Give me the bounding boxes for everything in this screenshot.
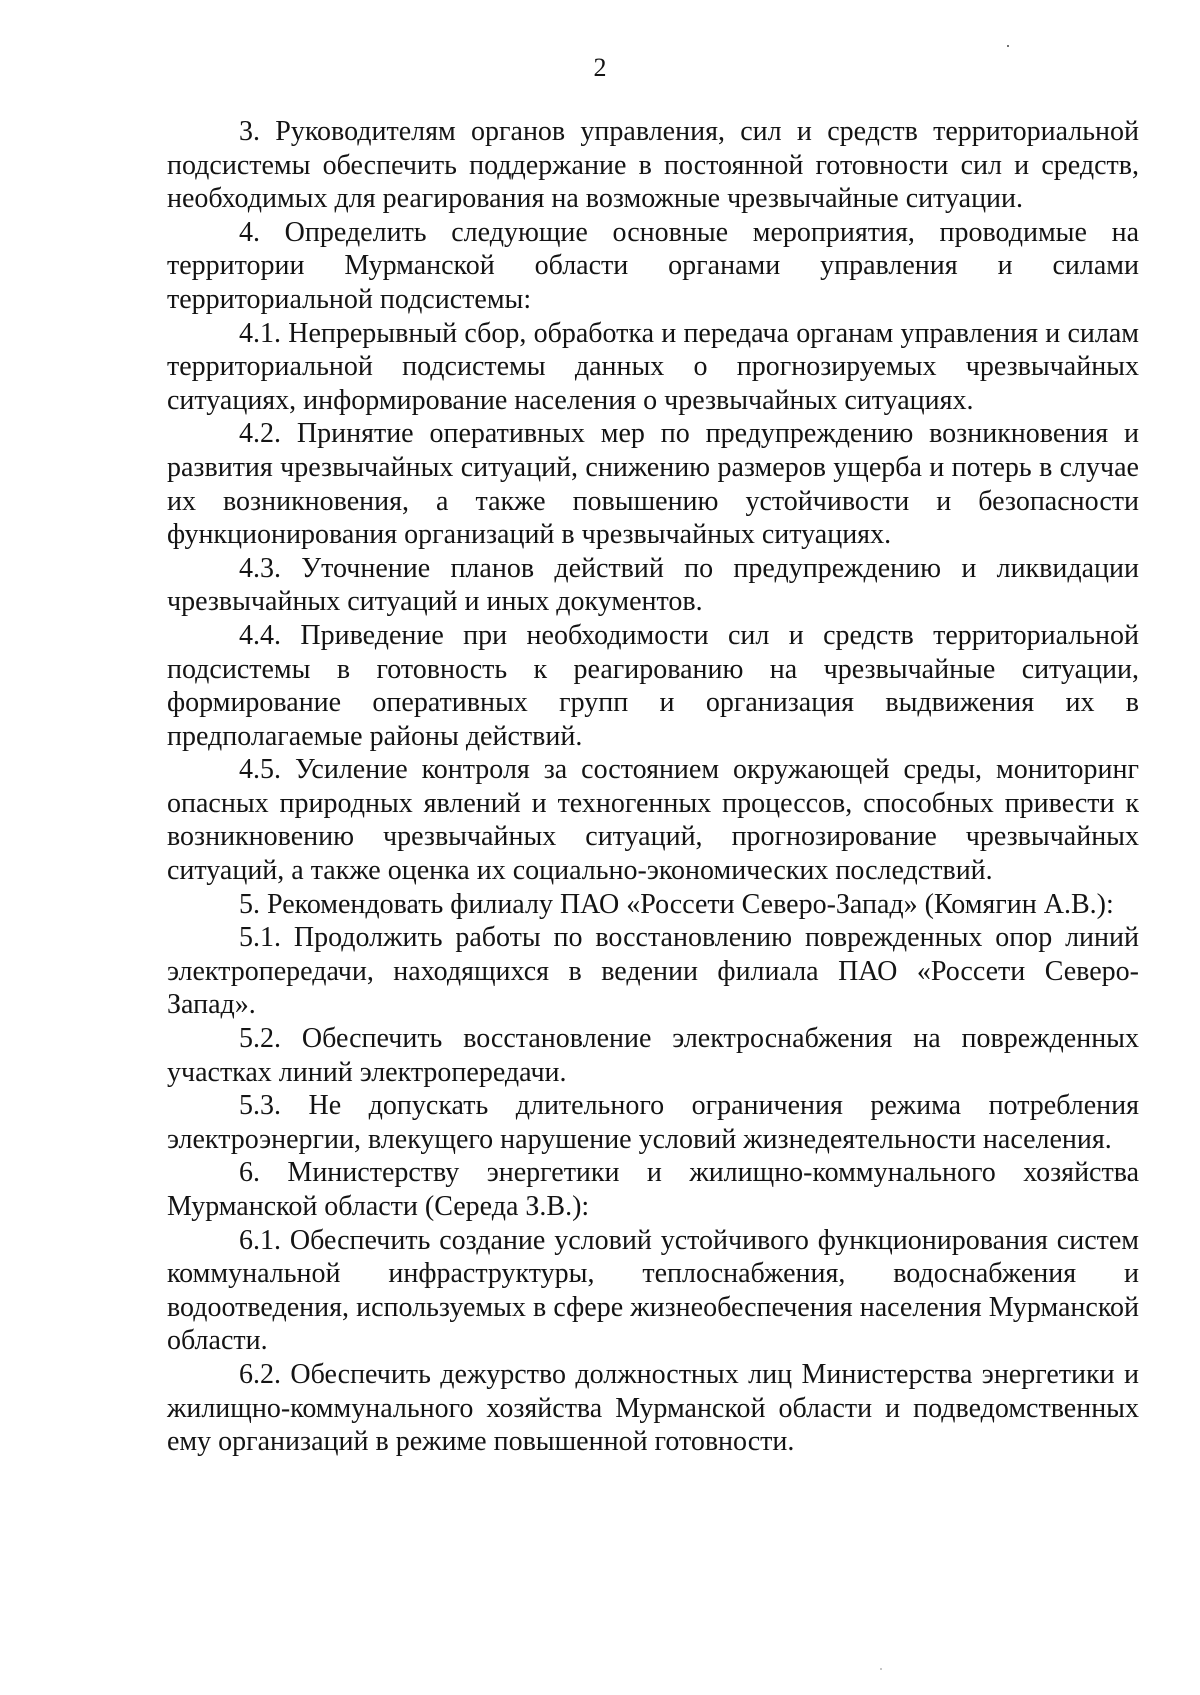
scan-speck <box>1007 45 1009 47</box>
paragraph-6-2: 6.2. Обеспечить дежурство должностных лиц Министерства энергетики и жилищно-коммунального хозяйства Мурманской области и подведомственных ему организаций в режиме повышенной готовности. <box>167 1358 1139 1458</box>
paragraph-5-2: 5.2. Обеспечить восстановление электроснабжения на поврежденных участках линий электропередачи. <box>167 1023 1139 1088</box>
paragraph-4-3: 4.3. Уточнение планов действий по предупреждению и ликвидации чрезвычайных ситуаций и иных документов. <box>167 552 1139 618</box>
paragraph-6-1: 6.1. Обеспечить создание условий устойчивого функционирования систем коммунальной инфраструктуры, теплоснабжения, водоснабжения и водоотведения, используемых в сфере жизнеобеспечения населения Мурманской области. <box>167 1224 1139 1357</box>
paragraph-4-1: 4.1. Непрерывный сбор, обработка и передача органам управления и силам территориальной подсистемы данных о прогнозируемых чрезвычайных ситуациях, информирование населения о чрезвычайных ситуациях. <box>167 317 1139 416</box>
paragraph-4-5: 4.5. Усиление контроля за состоянием окружающей среды, мониторинг опасных природных явлений и техногенных процессов, способных привести к возникновению чрезвычайных ситуаций, прогнозирование чрезвычайных ситуаций, а также оценка их социально-экономических последствий. <box>167 754 1139 887</box>
paragraph-4-4: 4.4. Приведение при необходимости сил и средств территориальной подсистемы в готовность к реагированию на чрезвычайные ситуации, формирование оперативных групп и организация выдвижения их в предполагаемые районы действий. <box>167 619 1139 752</box>
paragraph-6: 6. Министерству энергетики и жилищно-коммунального хозяйства Мурманской области (Середа З.В.): <box>167 1157 1139 1222</box>
paragraph-4-2: 4.2. Принятие оперативных мер по предупреждению возникновения и развития чрезвычайных ситуаций, снижению размеров ущерба и потерь в случае их возникновения, а также повышению устойчивости и безопасности функционирования организаций в чрезвычайных ситуациях. <box>167 418 1139 551</box>
scan-speck <box>880 1668 882 1670</box>
paragraph-3: 3. Руководителям органов управления, сил и средств территориальной подсистемы обеспечить поддержание в постоянной готовности сил и средств, необходимых для реагирования на возможные чрезвычайные ситуации. <box>167 116 1139 215</box>
paragraph-4: 4. Определить следующие основные мероприятия, проводимые на территории Мурманской области органами управления и силами территориальной подсистемы: <box>167 216 1139 315</box>
document-body <box>167 115 1139 1459</box>
paragraph-5-1: 5.1. Продолжить работы по восстановлению поврежденных опор линий электропередачи, находящихся в ведении филиала ПАО «Россети Северо-Запад». <box>167 922 1139 1021</box>
paragraph-5-3: 5.3. Не допускать длительного ограничения режима потребления электроэнергии, влекущего нарушение условий жизнедеятельности населения. <box>167 1090 1139 1155</box>
page-number: 2 <box>593 53 607 82</box>
paragraph-5: 5. Рекомендовать филиалу ПАО «Россети Северо-Запад» (Комягин А.В.): <box>239 888 1114 920</box>
